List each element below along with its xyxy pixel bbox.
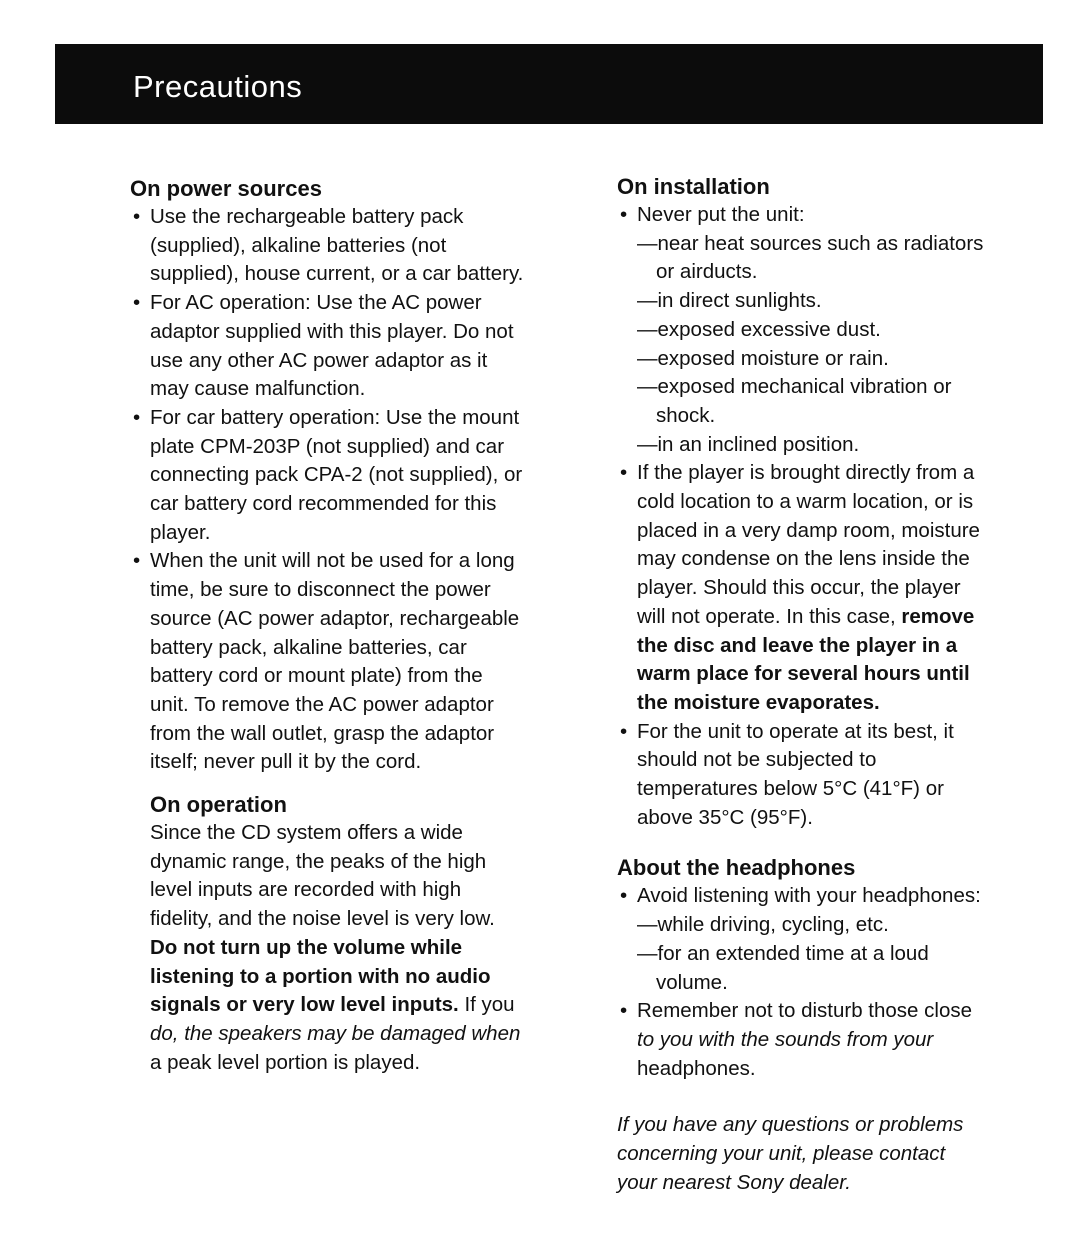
text-line: Do not turn up the volume while <box>150 935 463 959</box>
sub-item: —for an extended time at a loud <box>637 941 929 965</box>
text-line: dynamic range, the peaks of the high <box>150 849 487 873</box>
text-line: Since the CD system offers a wide <box>150 821 463 845</box>
text-line: • For AC operation: Use the AC power <box>150 291 482 315</box>
text-line: may condense on the lens inside the <box>637 547 970 571</box>
section-title-headphones: About the headphones <box>617 855 856 881</box>
text-line: itself; never pull it by the cord. <box>150 750 422 774</box>
text-line: • Never put the unit: <box>637 203 805 226</box>
text-line: player. <box>150 520 211 544</box>
list-item <box>130 404 590 548</box>
text-line: use any other AC power adaptor as it <box>150 348 488 372</box>
text-line: If you have any questions or problems <box>617 1113 964 1137</box>
text-line: • For car battery operation: Use the mount <box>150 405 520 429</box>
text-line: car battery cord recommended for this <box>150 492 497 516</box>
warning-text: remove <box>901 604 975 628</box>
text-line: cold location to a warm location, or is <box>637 490 974 514</box>
list-item <box>617 718 1047 833</box>
sub-item: —in direct sunlights. <box>637 289 822 313</box>
text-line: the disc and leave the player in a <box>637 633 958 657</box>
text-line: connecting pack CPA-2 (not supplied), or <box>150 463 523 487</box>
text-line: concerning your unit, please contact <box>617 1142 946 1166</box>
text-line: time, be sure to disconnect the power <box>150 578 491 602</box>
text-line: may cause malfunction. <box>150 377 366 401</box>
text-line: plate CPM-203P (not supplied) and car <box>150 434 505 458</box>
section-title-operation: On operation <box>150 792 287 818</box>
precautions-banner <box>55 44 1043 124</box>
list-item <box>617 459 1047 717</box>
text-line: above 35°C (95°F). <box>637 805 813 829</box>
list-item <box>130 203 590 289</box>
text-line: • When the unit will not be used for a long <box>150 549 515 573</box>
sub-item: shock. <box>656 403 716 427</box>
list-item <box>617 882 1047 911</box>
text-line: adaptor supplied with this player. Do not <box>150 319 514 343</box>
sub-item: volume. <box>656 970 728 994</box>
text-line: source (AC power adaptor, rechargeable <box>150 606 520 630</box>
left-column <box>130 175 590 1077</box>
operation-paragraph <box>130 819 590 1077</box>
list-item <box>130 547 590 777</box>
text-line: the moisture evaporates. <box>637 690 880 714</box>
list-item <box>130 289 590 404</box>
text-line: placed in a very damp room, moisture <box>637 518 980 542</box>
text-fragment: If you <box>458 993 515 1017</box>
text-line: headphones. <box>637 1056 756 1080</box>
text-line: battery pack, alkaline batteries, car <box>150 635 467 659</box>
text-line: warm place for several hours until <box>637 662 970 686</box>
text-line: level inputs are recorded with high <box>150 878 462 902</box>
text-line: do, the speakers may be damaged when <box>150 1021 521 1045</box>
section-title-installation: On installation <box>617 174 770 199</box>
text-line: a peak level portion is played. <box>150 1050 421 1074</box>
text-line: supplied), house current, or a car battery. <box>150 262 524 286</box>
sub-item: or airducts. <box>656 260 758 284</box>
text-line: • Avoid listening with your headphones: <box>637 884 981 908</box>
text-line <box>637 603 1047 632</box>
text-line: • Remember not to disturb those close <box>637 999 972 1023</box>
text-line: • For the unit to operate at its best, it <box>637 719 954 743</box>
text-line: player. Should this occur, the player <box>637 576 961 600</box>
list-item <box>617 997 1047 1083</box>
text-line: battery cord or mount plate) from the <box>150 664 483 688</box>
text-fragment: will not operate. In this case, <box>637 604 902 628</box>
text-line: • If the player is brought directly from a <box>637 461 975 485</box>
footer-note <box>617 1111 1047 1197</box>
list-item <box>617 201 1047 230</box>
text-line <box>150 991 590 1020</box>
text-line: unit. To remove the AC power adaptor <box>150 692 494 716</box>
text-line: should not be subjected to <box>637 748 877 772</box>
sub-item: —in an inclined position. <box>637 432 860 456</box>
section-title-power: On power sources <box>130 176 322 201</box>
sub-item: —exposed moisture or rain. <box>637 346 889 370</box>
text-line: from the wall outlet, grasp the adaptor <box>150 721 495 745</box>
sub-item: —near heat sources such as radiators <box>637 231 984 255</box>
sub-item: —exposed excessive dust. <box>637 317 881 341</box>
text-line: (supplied), alkaline batteries (not <box>150 233 447 257</box>
text-line: to you with the sounds from your <box>637 1027 934 1051</box>
text-line: listening to a portion with no audio <box>150 964 491 988</box>
text-line: your nearest Sony dealer. <box>617 1170 851 1194</box>
sub-item: —exposed mechanical vibration or <box>637 375 952 399</box>
page-title: Precautions <box>133 69 303 104</box>
text-line: • Use the rechargeable battery pack <box>150 205 464 228</box>
right-column <box>617 173 1047 1198</box>
text-line: temperatures below 5°C (41°F) or <box>637 777 944 801</box>
text-line: fidelity, and the noise level is very low. <box>150 907 495 931</box>
sub-item: —while driving, cycling, etc. <box>637 913 889 937</box>
warning-text: signals or very low level inputs. <box>150 993 459 1017</box>
